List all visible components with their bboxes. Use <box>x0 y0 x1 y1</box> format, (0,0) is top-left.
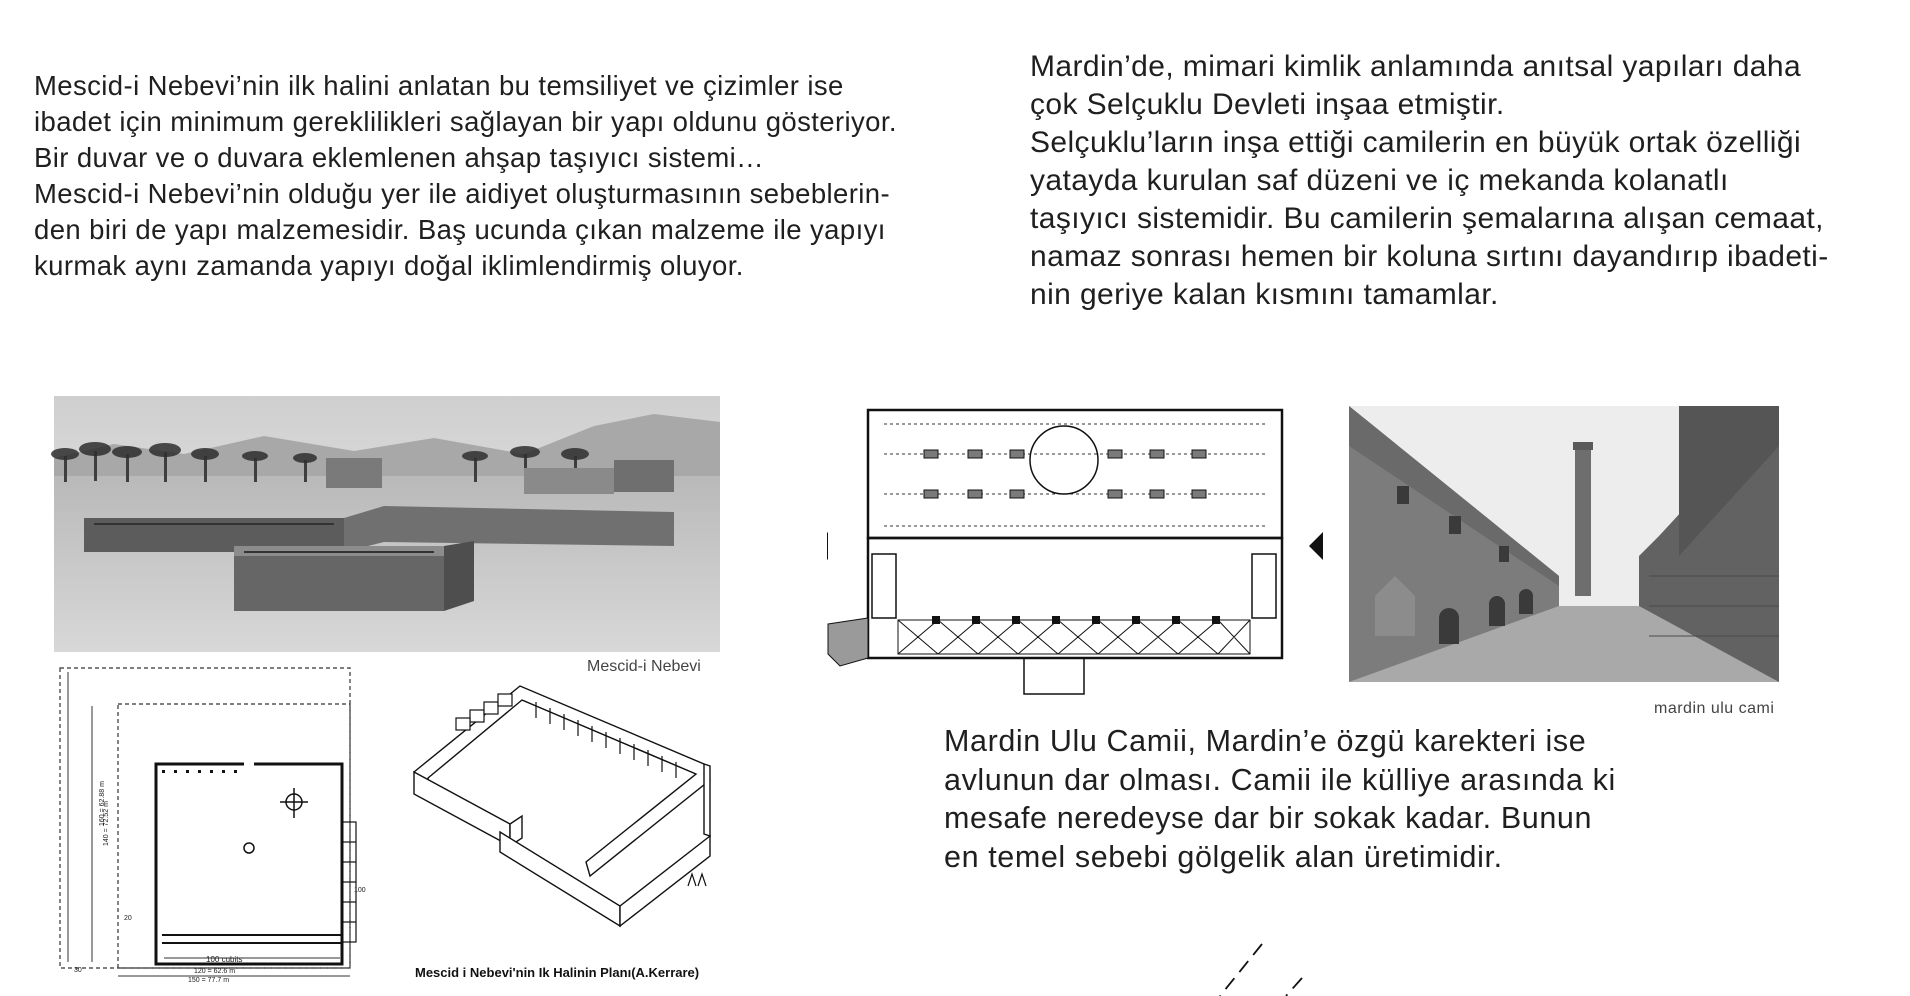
plan-dim-edge-b: 20 <box>124 915 132 922</box>
intro-paragraph-selcuk: Mardin’de, mimari kimlik anlamında anıtsal yapıları daha çok Selçuklu Devleti inşaa etmiştir. Selçuklu’ların inşa ettiği camilerin en büyük ortak özelliği yatayda kurulan saf düzeni ve iç mekanda kolanatlı taşıyıcı sistemidir. Bu camilerin şemalarına alışan cemaat, namaz sonrası hemen bir koluna sırtını dayandırıp ibadeti- nin geriye kalan kısmını tamamlar. <box>1030 50 1829 311</box>
plan-dim-right: 100 <box>354 887 366 894</box>
plan-dim-width-bottom: 120 = 62.6 m <box>194 968 236 975</box>
mardin-photo-caption: mardin ulu cami <box>1654 700 1775 717</box>
dash-marks-decoration <box>1210 940 1330 996</box>
mardin-description-paragraph: Mardin Ulu Camii, Mardin’e özgü karekteri ise avlunun dar olması. Camii ile külliye arasında ki mesafe neredeyse dar bir sokak kadar. Bunun en temel sebebi gölgelik alan üretimidir. <box>944 724 1616 874</box>
plan-dim-width-total: 150 = 77.7 m <box>188 977 230 984</box>
nebevi-isometric-drawing <box>410 676 732 938</box>
mardin-mosque-plan-drawing <box>828 404 1292 698</box>
plan-dim-side-1: 160 = 62.88 m <box>99 781 106 826</box>
arrow-left-icon <box>1309 532 1323 560</box>
nebevi-reconstruction-image <box>54 396 720 652</box>
nebevi-plan-caption: Mescid i Nebevi'nin Ik Halinin Planı(A.Kerrare) <box>415 965 700 980</box>
plan-dim-edge-a: 30 <box>74 967 82 974</box>
nebevi-photo-caption: Mescid-i Nebevi <box>587 658 701 675</box>
plan-dim-side-2: 140 = 72.52 m <box>103 801 110 846</box>
nebevi-site-plan-drawing <box>54 662 364 984</box>
intro-paragraph-nebevi: Mescid-i Nebevi’nin ilk halini anlatan bu temsiliyet ve çizimler ise ibadet için minimum gereklilikleri sağlayan bir yapı oldunu gösteriyor. Bir duvar ve o duvara eklemlenen ahşap taşıyıcı sistemi… Mescid-i Nebevi’nin olduğu yer ile aidiyet oluşturmasının sebeblerin- den biri de yapı malzemesidir. Baş ucunda çıkan malzeme ile yapıyı kurmak aynı zamanda yapıyı doğal iklimlendirmiş oluyor. <box>34 70 897 281</box>
plan-dim-width-top: 100 cubits <box>206 955 243 964</box>
mardin-ulu-cami-photo <box>1349 406 1779 682</box>
